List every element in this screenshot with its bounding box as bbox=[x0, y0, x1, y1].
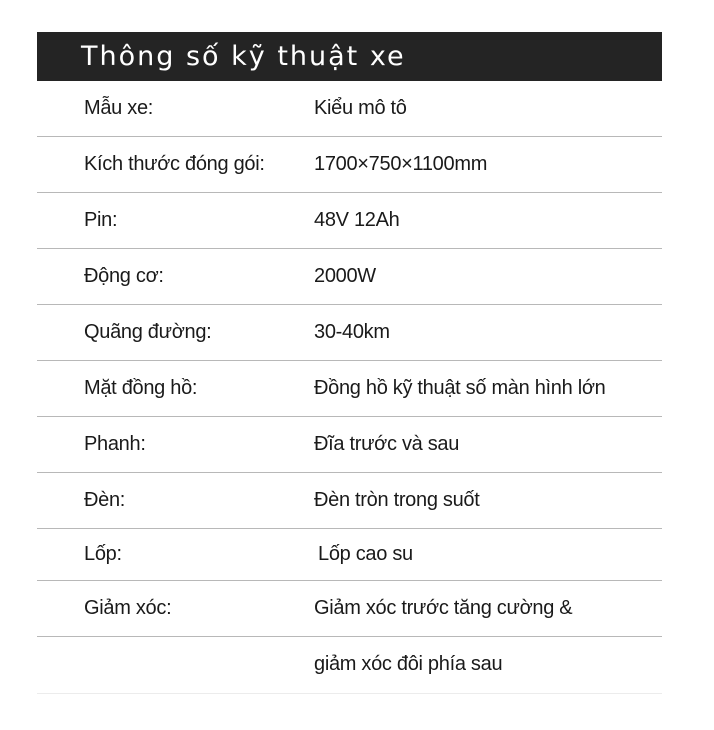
spec-label: Kích thước đóng gói: bbox=[84, 152, 265, 175]
spec-value: 48V 12Ah bbox=[314, 208, 400, 231]
spec-value: 1700×750×1100mm bbox=[314, 152, 488, 175]
spec-value: 2000W bbox=[314, 264, 376, 287]
spec-value: Kiểu mô tô bbox=[314, 96, 407, 119]
spec-label: Giảm xóc: bbox=[84, 596, 172, 619]
spec-value: Đồng hồ kỹ thuật số màn hình lớn bbox=[314, 376, 606, 399]
spec-value: Đĩa trước và sau bbox=[314, 432, 460, 455]
spec-row-lights bbox=[37, 473, 662, 529]
spec-label: Pin: bbox=[84, 208, 118, 231]
spec-label: Quãng đường: bbox=[84, 320, 212, 343]
spec-row-suspension bbox=[37, 581, 662, 637]
spec-table bbox=[37, 32, 662, 694]
spec-label: Động cơ: bbox=[84, 264, 164, 287]
spec-rows bbox=[37, 81, 662, 694]
spec-value: giảm xóc đôi phía sau bbox=[314, 653, 503, 676]
spec-row-motor bbox=[37, 249, 662, 305]
spec-row-dashboard bbox=[37, 361, 662, 417]
spec-label: Phanh: bbox=[84, 432, 146, 455]
spec-label: Mặt đồng hồ: bbox=[84, 376, 198, 399]
spec-row-suspension-cont bbox=[37, 637, 662, 694]
spec-value: 30-40km bbox=[314, 320, 390, 343]
spec-value: Giảm xóc trước tăng cường & bbox=[314, 596, 573, 619]
spec-row-range bbox=[37, 305, 662, 361]
spec-row-package-size bbox=[37, 137, 662, 193]
spec-label: Mẫu xe: bbox=[84, 96, 154, 119]
spec-row-brakes bbox=[37, 417, 662, 473]
spec-row-tires bbox=[37, 529, 662, 581]
spec-table-title: Thông số kỹ thuật xe bbox=[37, 32, 662, 81]
spec-value: Đèn tròn trong suốt bbox=[314, 488, 480, 511]
spec-value: Lốp cao su bbox=[318, 542, 413, 565]
spec-label: Đèn: bbox=[84, 488, 126, 511]
spec-label: Lốp: bbox=[84, 542, 122, 565]
spec-row-model bbox=[37, 81, 662, 137]
spec-row-battery bbox=[37, 193, 662, 249]
